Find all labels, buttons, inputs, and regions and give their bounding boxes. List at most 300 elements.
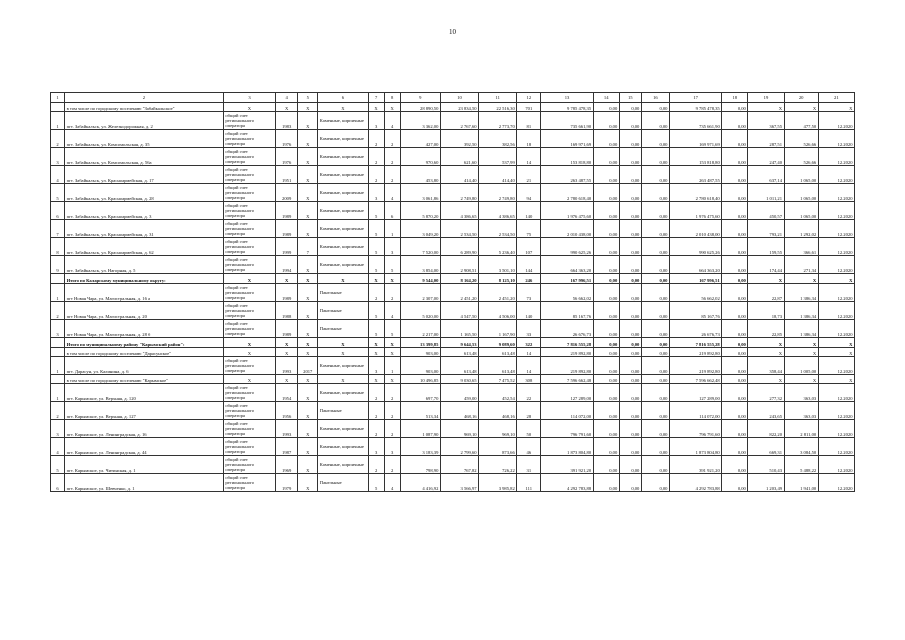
table-cell: 2 811,00	[784, 420, 818, 438]
table-cell: 1 165,50	[440, 320, 478, 338]
table-cell: 990 625,26	[541, 238, 593, 256]
address-cell: пгт. Карымское, ул. Шевченко, д. 1	[65, 474, 224, 492]
table-cell: 0,00	[593, 402, 619, 420]
table-cell: X	[748, 348, 784, 357]
table-cell: 12.2020	[818, 320, 854, 338]
table-cell: 0,00	[641, 274, 669, 284]
table-cell: 22 516,30	[479, 103, 517, 112]
table-cell: 3 501,10	[479, 256, 517, 274]
table-cell: 2	[51, 130, 65, 148]
table-cell: 22	[517, 384, 541, 402]
table-cell: 0,00	[619, 474, 641, 492]
table-cell: 263 487,55	[669, 166, 721, 184]
table-cell: X	[748, 103, 784, 112]
address-cell: пгт. Карымское, ул. Ленинградская, д. 16	[65, 420, 224, 438]
table-cell	[51, 103, 65, 112]
table-cell: 1969	[276, 456, 298, 474]
table-cell: 0,00	[641, 256, 669, 274]
table-cell: X	[223, 103, 275, 112]
table-cell: 2 780 618,40	[541, 184, 593, 202]
table-cell: 12.2020	[818, 112, 854, 130]
table-cell: 510,43	[748, 456, 784, 474]
table-cell: 140	[517, 302, 541, 320]
table-cell: 2 908,51	[440, 256, 478, 274]
table-cell: Каменные, кирпичные	[318, 420, 368, 438]
table-cell: 5 236,40	[479, 238, 517, 256]
table-cell: X	[298, 166, 318, 184]
address-cell: пгт. Забайкальск, ул. Комсомольская, д. 35	[65, 130, 224, 148]
column-number-cell: 3	[223, 93, 275, 103]
register-table-container	[50, 92, 855, 492]
table-cell: 5	[368, 202, 384, 220]
table-cell: 0,00	[722, 338, 748, 348]
table-cell: общий счет регионального оператора	[223, 357, 275, 375]
table-cell: X	[298, 420, 318, 438]
address-cell: в том числе по городскому поселению "Забайкальское"	[65, 103, 224, 112]
table-cell: 1 386,34	[784, 302, 818, 320]
table-cell: 5	[368, 302, 384, 320]
table-cell: 144	[517, 256, 541, 274]
table-cell: 9 089,60	[479, 338, 517, 348]
table-cell: 4	[51, 438, 65, 456]
table-cell: 0,00	[593, 130, 619, 148]
table-cell: 0,00	[619, 202, 641, 220]
table-cell: X	[748, 375, 784, 384]
table-cell: 2 010 438,00	[541, 220, 593, 238]
total-row	[51, 338, 855, 348]
table-cell: 219 892,80	[541, 348, 593, 357]
table-cell: 0,00	[641, 284, 669, 302]
table-cell: X	[223, 274, 275, 284]
table-cell: 2 799,60	[440, 438, 478, 456]
table-cell: 140	[517, 202, 541, 220]
table-cell: 822,20	[748, 420, 784, 438]
table-cell: общий счет регионального оператора	[223, 302, 275, 320]
table-cell: 3 985,82	[479, 474, 517, 492]
table-cell: 12.2020	[818, 438, 854, 456]
table-cell: 0,00	[593, 284, 619, 302]
table-cell: 2	[384, 384, 400, 402]
table-cell: 2	[384, 166, 400, 184]
table-cell: 1 976 475,60	[541, 202, 593, 220]
table-cell: 0,00	[593, 103, 619, 112]
table-cell: 969,10	[440, 420, 478, 438]
table-cell: 5	[51, 456, 65, 474]
table-cell: 5 020,00	[400, 302, 440, 320]
table-cell: 1989	[276, 284, 298, 302]
table-cell: общий счет регионального оператора	[223, 456, 275, 474]
table-cell: X	[298, 284, 318, 302]
table-cell: 0,00	[722, 284, 748, 302]
table-cell: 4 547,50	[440, 302, 478, 320]
column-number-cell: 19	[748, 93, 784, 103]
table-cell: 247,40	[748, 148, 784, 166]
table-cell: 5	[384, 256, 400, 274]
table-cell: 174,44	[748, 256, 784, 274]
table-cell: 167 996,51	[541, 274, 593, 284]
table-cell: 3 183,39	[400, 438, 440, 456]
table-cell: общий счет регионального оператора	[223, 220, 275, 238]
table-cell: Каменные, кирпичные	[318, 184, 368, 202]
table-cell: 56 662,02	[541, 284, 593, 302]
table-cell: 243,65	[748, 402, 784, 420]
table-cell: 358,44	[748, 357, 784, 375]
table-cell: 526,66	[784, 130, 818, 148]
table-cell: 1 087,90	[400, 420, 440, 438]
table-cell: 85 167,76	[669, 302, 721, 320]
table-row	[51, 357, 855, 375]
address-cell: пгт. Забайкальск, ул. Комсомольская, д. 56а	[65, 148, 224, 166]
table-cell: 0,00	[722, 348, 748, 357]
table-cell: Каменные, кирпичные	[318, 220, 368, 238]
table-cell: 2 307,00	[400, 284, 440, 302]
table-cell: 28	[517, 402, 541, 420]
table-cell: 0,00	[641, 220, 669, 238]
table-row	[51, 384, 855, 402]
table-cell: 4 386,65	[479, 202, 517, 220]
table-cell: Панельные	[318, 284, 368, 302]
table-cell: 18	[517, 130, 541, 148]
table-cell: X	[818, 348, 854, 357]
table-cell: 3	[384, 438, 400, 456]
table-cell: 12.2020	[818, 220, 854, 238]
table-cell: 6	[384, 202, 400, 220]
table-cell: 2	[384, 148, 400, 166]
table-cell: 75	[517, 220, 541, 238]
table-cell: 0,00	[722, 238, 748, 256]
table-cell: 1956	[276, 402, 298, 420]
table-cell: общий счет регионального оператора	[223, 438, 275, 456]
table-cell: 367,55	[748, 112, 784, 130]
table-cell: 1976	[276, 130, 298, 148]
subtotal-row	[51, 348, 855, 357]
table-cell: 18,73	[748, 302, 784, 320]
table-cell: 219 892,80	[541, 357, 593, 375]
table-cell: 5	[368, 220, 384, 238]
table-cell: 4 292 783,88	[669, 474, 721, 492]
table-cell: 0,00	[619, 456, 641, 474]
table-cell: 0,00	[641, 375, 669, 384]
table-cell: 219 892,80	[669, 357, 721, 375]
table-cell: 477,50	[784, 112, 818, 130]
table-cell: 0,00	[593, 112, 619, 130]
table-row	[51, 420, 855, 438]
table-cell: 0,00	[619, 320, 641, 338]
table-cell: 2	[368, 384, 384, 402]
address-cell: пгт. Карымское, ул. Ленинградская, д. 44	[65, 438, 224, 456]
table-row	[51, 130, 855, 148]
table-row	[51, 474, 855, 492]
table-cell: X	[298, 202, 318, 220]
table-cell: 391 921,20	[541, 456, 593, 474]
column-number-cell: 17	[669, 93, 721, 103]
table-cell: 1983	[276, 112, 298, 130]
column-number-cell: 4	[276, 93, 298, 103]
table-cell: 450,57	[748, 202, 784, 220]
table-cell: 537,99	[479, 148, 517, 166]
table-cell: Каменные, кирпичные	[318, 438, 368, 456]
table-cell: 2 451,20	[479, 284, 517, 302]
table-cell: 9 785 478,35	[541, 103, 593, 112]
table-cell: 0,00	[593, 438, 619, 456]
table-cell: 0,00	[641, 402, 669, 420]
table-cell: 14	[517, 348, 541, 357]
table-cell: 0,00	[722, 220, 748, 238]
table-cell: X	[818, 103, 854, 112]
table-cell: 22,85	[748, 320, 784, 338]
table-cell: 2009	[276, 184, 298, 202]
table-cell: 2	[384, 420, 400, 438]
table-cell: 468,16	[479, 402, 517, 420]
table-cell: 8 164,20	[440, 274, 478, 284]
table-cell: 4 292 783,88	[541, 474, 593, 492]
table-cell: 0,00	[619, 166, 641, 184]
table-cell: 1	[384, 220, 400, 238]
column-number-cell: 12	[517, 93, 541, 103]
table-cell: 0,00	[593, 420, 619, 438]
table-cell: 159,55	[748, 238, 784, 256]
table-cell: X	[298, 456, 318, 474]
table-cell: 3	[368, 112, 384, 130]
table-cell: общий счет регионального оператора	[223, 284, 275, 302]
table-cell: 308	[517, 375, 541, 384]
table-cell: 621,60	[440, 148, 478, 166]
table-cell: 2 773,70	[479, 112, 517, 130]
table-cell: Каменные, кирпичные	[318, 357, 368, 375]
table-cell: 767,82	[440, 456, 478, 474]
table-cell: 2	[384, 284, 400, 302]
table-cell: Панельные	[318, 320, 368, 338]
table-cell: Каменные, кирпичные	[318, 256, 368, 274]
table-cell: 453,80	[400, 166, 440, 184]
table-cell: 1	[384, 357, 400, 375]
table-cell: 1 011,21	[748, 184, 784, 202]
table-cell: общий счет регионального оператора	[223, 402, 275, 420]
table-cell: 969,10	[479, 420, 517, 438]
table-cell: X	[276, 338, 298, 348]
table-cell: 0,00	[619, 220, 641, 238]
table-cell: 0,00	[641, 357, 669, 375]
table-cell: 2 749,80	[479, 184, 517, 202]
table-cell: 0,00	[593, 202, 619, 220]
table-cell: 4 506,00	[479, 302, 517, 320]
table-cell: 2	[368, 456, 384, 474]
table-cell: X	[298, 130, 318, 148]
table-cell: 0,00	[722, 456, 748, 474]
table-cell: X	[223, 338, 275, 348]
table-cell: 12.2020	[818, 402, 854, 420]
table-cell: 81	[517, 112, 541, 130]
table-cell: X	[368, 103, 384, 112]
address-cell: пгт. Забайкальск, ул. Красноармейская, д. 62	[65, 238, 224, 256]
table-cell: X	[368, 348, 384, 357]
table-cell: 31	[517, 456, 541, 474]
address-cell: пгт. Дарасун, ул. Калинина, д. 6	[65, 357, 224, 375]
table-cell: 903,00	[400, 348, 440, 357]
table-cell: 22,87	[748, 284, 784, 302]
table-cell: 3	[51, 320, 65, 338]
table-cell: 1	[51, 112, 65, 130]
address-cell: пгт. Карымское, ул. Читинская, д. 1	[65, 456, 224, 474]
table-cell: 1994	[276, 256, 298, 274]
table-cell: 3 566,97	[440, 474, 478, 492]
table-cell: X	[818, 375, 854, 384]
table-cell: Панельные	[318, 302, 368, 320]
table-cell: 0,00	[722, 274, 748, 284]
table-cell: X	[784, 338, 818, 348]
table-cell: 12.2020	[818, 302, 854, 320]
table-cell: 0,00	[619, 402, 641, 420]
table-cell: 363,03	[784, 384, 818, 402]
table-cell: 468,16	[440, 402, 478, 420]
table-cell: 2	[368, 130, 384, 148]
table-cell: Каменные, кирпичные	[318, 238, 368, 256]
table-cell: X	[298, 402, 318, 420]
table-cell: 1 065,00	[784, 202, 818, 220]
table-cell: 0,00	[722, 402, 748, 420]
table-cell: X	[298, 103, 318, 112]
table-cell: 0,00	[722, 384, 748, 402]
table-cell: 56 662,02	[669, 284, 721, 302]
table-cell: общий счет регионального оператора	[223, 238, 275, 256]
table-cell: 12.2020	[818, 357, 854, 375]
column-number-cell: 6	[318, 93, 368, 103]
address-cell: в том числе по городскому поселению "Карымское"	[65, 375, 224, 384]
table-cell: 127 289,00	[669, 384, 721, 402]
table-cell: 0,00	[593, 302, 619, 320]
table-cell: 1 873 804,80	[669, 438, 721, 456]
table-cell: 2	[384, 456, 400, 474]
table-cell: 0,00	[619, 274, 641, 284]
table-cell: 5	[368, 320, 384, 338]
table-cell: 1	[51, 357, 65, 375]
table-cell: 2	[368, 402, 384, 420]
table-cell: 0,00	[641, 420, 669, 438]
table-cell: X	[748, 274, 784, 284]
table-cell: 0,00	[593, 357, 619, 375]
table-cell: 153 818,80	[669, 148, 721, 166]
table-cell: 5	[384, 320, 400, 338]
table-cell: 12.2020	[818, 238, 854, 256]
table-cell: 7 475,52	[479, 375, 517, 384]
table-cell: 0,00	[593, 474, 619, 492]
table-cell: 664 363,20	[541, 256, 593, 274]
table-cell: 2	[51, 302, 65, 320]
table-cell: 526,66	[784, 148, 818, 166]
table-cell: 0,00	[593, 184, 619, 202]
table-cell: 14	[517, 148, 541, 166]
table-cell: 0,00	[641, 112, 669, 130]
table-cell: 0,00	[593, 320, 619, 338]
table-cell: X	[298, 302, 318, 320]
table-cell: общий счет регионального оператора	[223, 166, 275, 184]
table-cell: 613,48	[479, 357, 517, 375]
table-cell: 0,00	[619, 284, 641, 302]
table-cell: 263 487,55	[541, 166, 593, 184]
table-cell: 7 816 555,28	[669, 338, 721, 348]
table-cell: 0,00	[619, 130, 641, 148]
table-cell: 0,00	[619, 338, 641, 348]
table-cell: X	[223, 348, 275, 357]
table-cell: общий счет регионального оператора	[223, 474, 275, 492]
table-cell: 271,34	[784, 256, 818, 274]
table-cell: X	[748, 338, 784, 348]
column-number-cell: 20	[784, 93, 818, 103]
table-cell: 13 399,85	[400, 338, 440, 348]
table-cell: 12.2020	[818, 420, 854, 438]
table-cell: 0,00	[593, 274, 619, 284]
table-cell: Каменные, кирпичные	[318, 166, 368, 184]
table-cell: X	[368, 375, 384, 384]
table-cell: 701	[517, 103, 541, 112]
table-cell: общий счет регионального оператора	[223, 320, 275, 338]
table-cell: 0,00	[619, 148, 641, 166]
table-cell: 0,00	[722, 112, 748, 130]
column-number-cell: 9	[400, 93, 440, 103]
table-cell: Каменные, кирпичные	[318, 456, 368, 474]
table-cell: 169 971,69	[541, 130, 593, 148]
table-cell: 513,34	[400, 402, 440, 420]
table-cell: 4	[384, 474, 400, 492]
table-cell: 246	[517, 274, 541, 284]
table-cell: 9 785 478,35	[669, 103, 721, 112]
table-cell: 0,00	[722, 103, 748, 112]
table-cell: 277,32	[748, 384, 784, 402]
table-cell: 697,70	[400, 384, 440, 402]
table-cell	[51, 375, 65, 384]
table-cell: 12.2020	[818, 456, 854, 474]
table-row	[51, 438, 855, 456]
table-cell: 0,00	[619, 420, 641, 438]
table-cell: 114 072,00	[669, 402, 721, 420]
table-cell: 1	[51, 384, 65, 402]
table-cell: 6	[51, 202, 65, 220]
table-cell: 2 534,50	[479, 220, 517, 238]
table-cell: X	[298, 338, 318, 348]
table-cell: 793,21	[748, 220, 784, 238]
table-cell: 1989	[276, 320, 298, 338]
table-cell: 0,00	[722, 420, 748, 438]
table-cell: 3 362,00	[400, 112, 440, 130]
table-cell: 2 534,50	[440, 220, 478, 238]
column-number-cell: 13	[541, 93, 593, 103]
table-cell: 1979	[276, 474, 298, 492]
table-cell: 366,61	[784, 238, 818, 256]
table-cell: 26 676,73	[541, 320, 593, 338]
table-cell: X	[784, 348, 818, 357]
table-row	[51, 220, 855, 238]
table-cell: X	[298, 384, 318, 402]
table-cell: 452,54	[479, 384, 517, 402]
table-cell: 0,00	[641, 338, 669, 348]
table-row	[51, 238, 855, 256]
table-cell: X	[384, 103, 400, 112]
table-cell: 2	[51, 402, 65, 420]
table-cell: 0,00	[619, 184, 641, 202]
table-cell: 0,00	[593, 166, 619, 184]
address-cell: Итого по муниципальному району "Карымский район":	[65, 338, 224, 348]
address-cell: в том числе по городскому поселению "Дарасунское"	[65, 348, 224, 357]
table-cell: 1999	[276, 238, 298, 256]
table-cell: X	[384, 348, 400, 357]
address-cell: пгт. Забайкальск, ул. Нагорная, д. 5	[65, 256, 224, 274]
table-cell: 1988	[276, 302, 298, 320]
table-cell: X	[318, 338, 368, 348]
table-cell: 2	[368, 148, 384, 166]
table-cell: 5	[368, 256, 384, 274]
column-number-cell: 11	[479, 93, 517, 103]
table-cell: 6	[51, 474, 65, 492]
